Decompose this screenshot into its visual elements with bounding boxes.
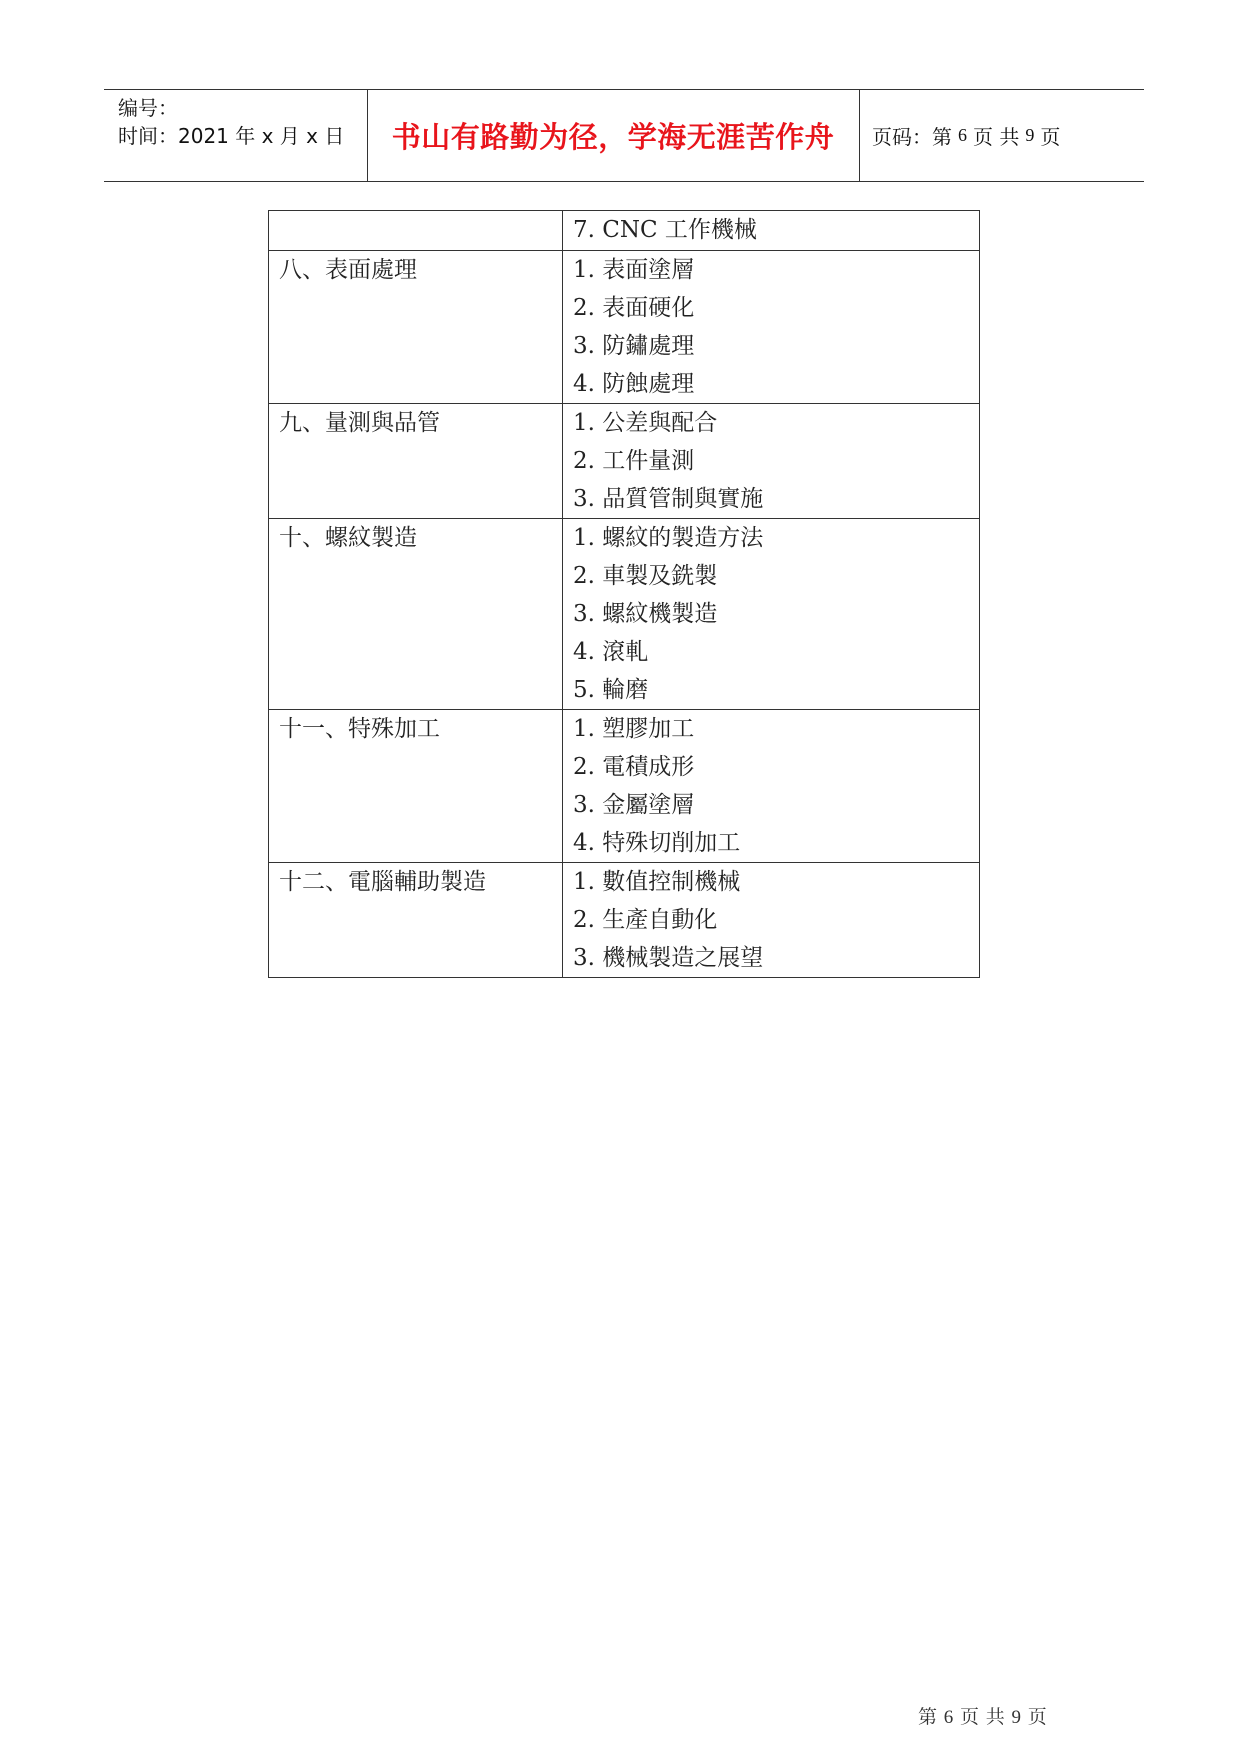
topic-title: 九、量測與品管 — [279, 410, 440, 436]
list-item: 4. 特殊切削加工 — [573, 830, 741, 856]
header-divider — [859, 90, 860, 181]
page-total: 9 — [1025, 124, 1035, 145]
topic-title: 十二、電腦輔助製造 — [279, 869, 486, 895]
list-item: 3. 品質管制與實施 — [573, 486, 764, 512]
curriculum-table — [268, 210, 980, 978]
list-item: 5. 輪磨 — [573, 677, 649, 703]
page-header — [104, 89, 1144, 182]
items-cell — [563, 251, 980, 404]
topic-cell — [269, 519, 563, 710]
list-item: 3. 機械製造之展望 — [573, 945, 764, 971]
list-item: 1. 表面塗層 — [573, 257, 695, 283]
items-cell — [563, 519, 980, 710]
table-row — [269, 251, 980, 404]
page-current: 6 — [958, 124, 967, 145]
table-row — [269, 211, 980, 251]
topic-title: 十、螺紋製造 — [279, 525, 417, 551]
topic-title: 八、表面處理 — [279, 257, 417, 283]
list-item: 2. 車製及銑製 — [573, 563, 718, 589]
header-motto: 书山有路勤为径，学海无涯苦作舟 — [391, 119, 835, 154]
list-item: 7. CNC 工作機械 — [573, 217, 757, 243]
list-item: 1. 公差與配合 — [573, 410, 718, 436]
list-item: 1. 螺紋的製造方法 — [573, 525, 764, 551]
list-item: 1. 數值控制機械 — [573, 869, 741, 895]
page-prefix: 页码：第 — [872, 124, 952, 149]
topic-cell — [269, 211, 563, 251]
items-cell — [563, 404, 980, 519]
list-item: 3. 防鏽處理 — [573, 333, 695, 359]
topic-cell — [269, 710, 563, 863]
list-item: 4. 滾軋 — [573, 639, 649, 665]
page-mid: 页 共 — [973, 124, 1020, 149]
topic-cell — [269, 251, 563, 404]
header-page-info — [872, 90, 1060, 180]
list-item: 3. 螺紋機製造 — [573, 601, 718, 627]
list-item: 2. 生產自動化 — [573, 907, 718, 933]
items-cell — [563, 710, 980, 863]
table-row — [269, 710, 980, 863]
list-item: 2. 表面硬化 — [573, 295, 695, 321]
table-row — [269, 404, 980, 519]
topic-title: 十一、特殊加工 — [279, 716, 440, 742]
list-item: 1. 塑膠加工 — [573, 716, 695, 742]
document-number-label: 编号： — [118, 96, 178, 120]
header-meta — [118, 94, 344, 150]
list-item: 4. 防蝕處理 — [573, 371, 695, 397]
list-item: 3. 金屬塗層 — [573, 792, 695, 818]
list-item: 2. 工件量測 — [573, 448, 695, 474]
table-row — [269, 519, 980, 710]
list-item: 2. 電積成形 — [573, 754, 695, 780]
items-cell — [563, 863, 980, 978]
table-row — [269, 863, 980, 978]
items-cell — [563, 211, 980, 251]
page-suffix: 页 — [1040, 124, 1061, 149]
document-time-label: 时间：2021 年 x 月 x 日 — [118, 124, 345, 148]
topic-cell — [269, 863, 563, 978]
topic-cell — [269, 404, 563, 519]
page-footer: 第 6 页 共 9 页 — [918, 1707, 1048, 1728]
